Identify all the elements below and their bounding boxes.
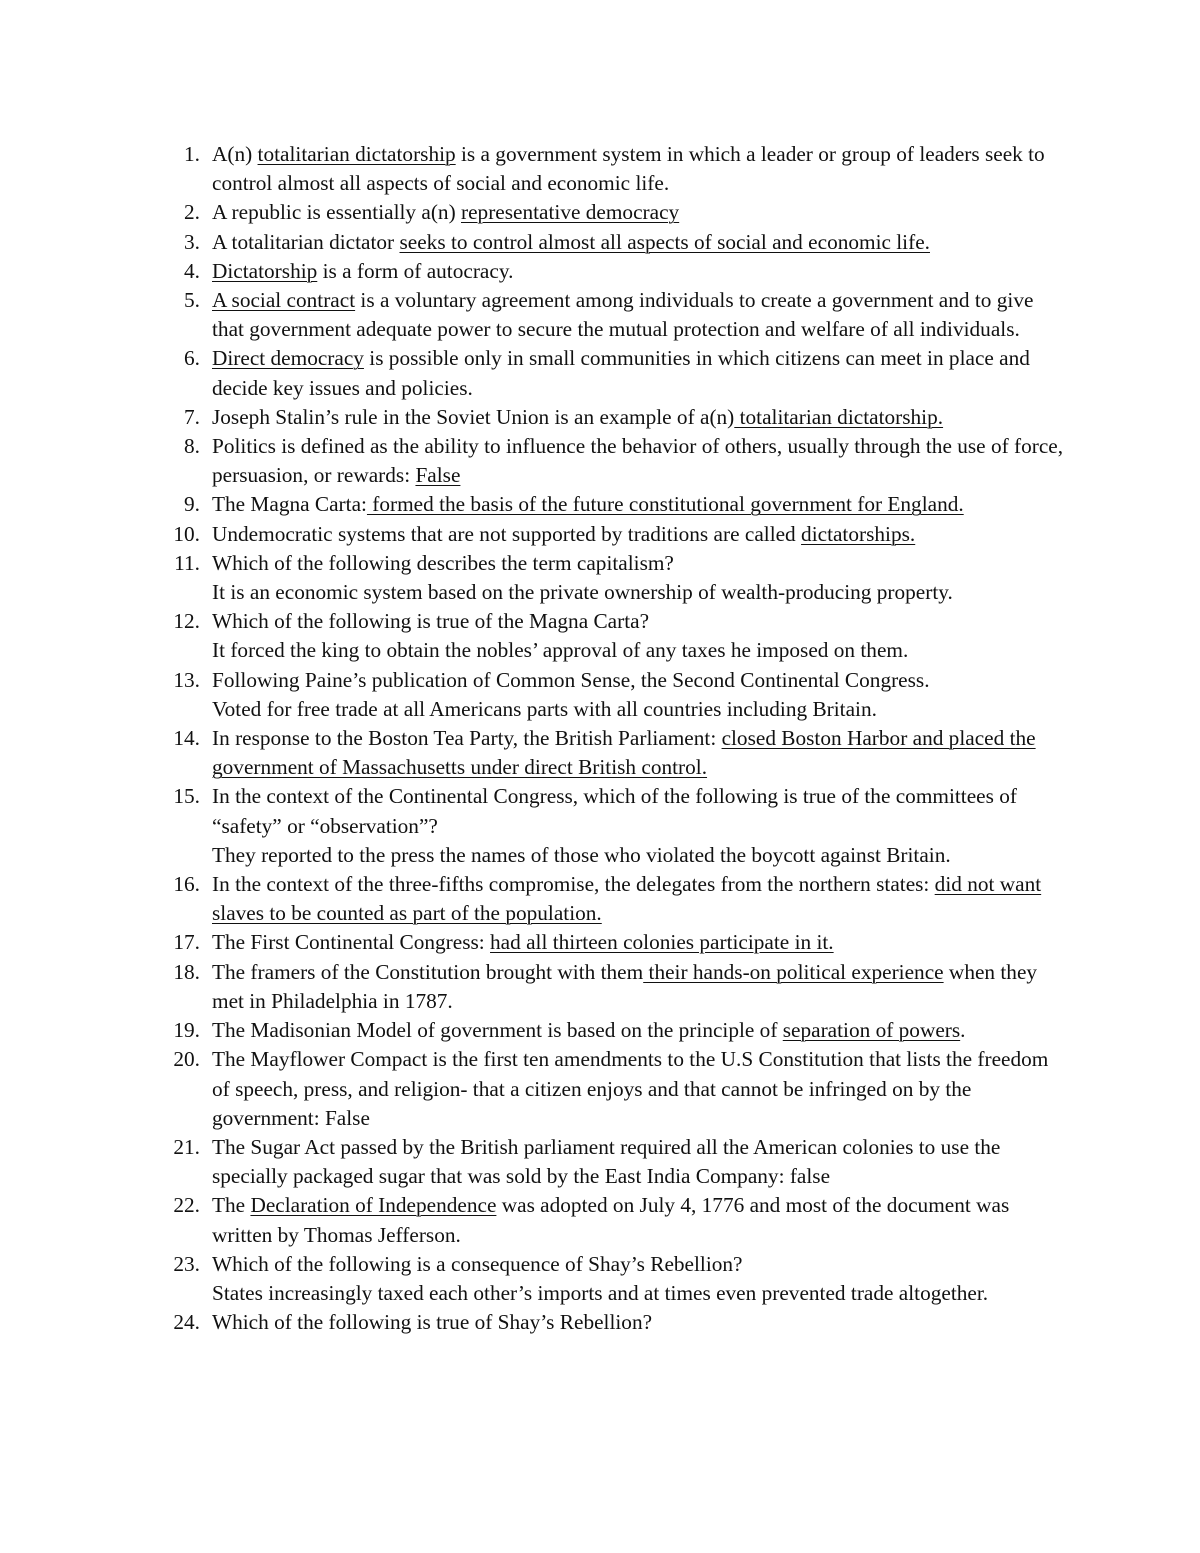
item-number: 5. xyxy=(184,288,200,313)
item-number: 19. xyxy=(173,1018,200,1043)
item-text xyxy=(212,1018,966,1042)
list-item xyxy=(160,1191,1070,1249)
underlined-answer: totalitarian dictatorship. xyxy=(734,404,944,429)
item-number: 2. xyxy=(184,200,200,225)
item-number: 11. xyxy=(174,550,200,575)
list-item xyxy=(160,1016,1070,1045)
list-item xyxy=(160,607,1070,665)
item-number: 12. xyxy=(173,609,200,634)
item-text xyxy=(212,522,915,546)
item-number: 17. xyxy=(173,930,200,955)
item-text xyxy=(212,200,679,224)
list-item xyxy=(160,140,1070,198)
text-segment: Which of the following is true of the Magna Carta? xyxy=(212,609,650,634)
text-segment: Following Paine’s publication of Common Sense, the Second Continental Congress. xyxy=(212,667,930,692)
item-number: 10. xyxy=(173,521,200,546)
item-text xyxy=(212,492,964,516)
answer-line: Voted for free trade at all Americans parts with all countries including Britain. xyxy=(212,696,877,721)
item-text xyxy=(212,259,513,283)
item-number: 7. xyxy=(184,404,200,429)
item-text xyxy=(212,434,1063,487)
item-number: 21. xyxy=(173,1134,200,1159)
item-number: 15. xyxy=(173,784,200,809)
underlined-answer: closed Boston Harbor and placed the government of Massachusetts under direct British control. xyxy=(212,726,1036,780)
underlined-answer: representative democracy xyxy=(461,200,680,225)
item-text xyxy=(212,142,1045,195)
answer-line: It is an economic system based on the private ownership of wealth-producing property. xyxy=(212,580,953,605)
item-text xyxy=(212,1252,743,1276)
list-item xyxy=(160,666,1070,724)
underlined-answer: separation of powers xyxy=(782,1018,961,1043)
text-segment: when they met in Philadelphia in 1787. xyxy=(212,959,1038,1013)
text-segment: is a voluntary agreement among individuals to create a government and to give that government adequate power to secure the mutual protection and welfare of all individuals. xyxy=(212,288,1034,342)
item-number: 23. xyxy=(173,1251,200,1276)
text-segment: A(n) xyxy=(212,142,258,166)
text-segment: In response to the Boston Tea Party, the British Parliament: xyxy=(212,726,722,751)
text-segment: The Madisonian Model of government is based on the principle of xyxy=(212,1018,783,1043)
item-number: 20. xyxy=(173,1047,200,1072)
text-segment: The Magna Carta: xyxy=(212,492,367,517)
text-segment: is a government system in which a leader or group of leaders seek to control almost all aspects of social and economic life. xyxy=(212,142,1045,196)
list-item xyxy=(160,1250,1070,1308)
item-number: 18. xyxy=(173,959,200,984)
item-text xyxy=(212,1135,1000,1188)
item-number: 9. xyxy=(184,492,200,517)
text-segment: is a form of autocracy. xyxy=(317,258,514,283)
text-segment: is possible only in small communities in which citizens can meet in place and decide key issues and policies. xyxy=(212,346,1030,400)
item-number: 4. xyxy=(184,258,200,283)
item-text xyxy=(212,872,1041,925)
underlined-answer: their hands-on political experience xyxy=(643,959,944,984)
underlined-answer: A social contract xyxy=(212,288,356,313)
list-item xyxy=(160,1308,1070,1337)
item-text xyxy=(212,1047,1048,1129)
answer-line: States increasingly taxed each other’s imports and at times even prevented trade altogether. xyxy=(212,1280,989,1305)
item-text xyxy=(212,405,943,429)
item-text xyxy=(212,288,1033,341)
text-segment: The xyxy=(212,1193,251,1218)
item-number: 13. xyxy=(173,667,200,692)
item-text xyxy=(212,1193,1009,1246)
list-item xyxy=(160,257,1070,286)
underlined-answer: False xyxy=(415,463,461,488)
underlined-answer: Dictatorship xyxy=(212,258,318,283)
underlined-answer: had all thirteen colonies participate in it. xyxy=(490,930,834,955)
item-number: 6. xyxy=(184,346,200,371)
text-segment: Joseph Stalin’s rule in the Soviet Union is an example of a(n) xyxy=(212,404,735,429)
item-number: 8. xyxy=(184,434,200,459)
underlined-answer: Declaration of Independence xyxy=(250,1193,497,1218)
item-number: 24. xyxy=(173,1310,200,1335)
text-segment: In the context of the Continental Congress, which of the following is true of the committees of “safety” or “observation”? xyxy=(212,784,1017,838)
text-segment: A totalitarian dictator xyxy=(212,229,400,254)
text-segment: . xyxy=(960,1018,966,1043)
item-number: 3. xyxy=(184,229,200,254)
text-segment: In the context of the three-fifths compromise, the delegates from the northern states: xyxy=(212,872,935,897)
item-number: 16. xyxy=(173,872,200,897)
item-text xyxy=(212,960,1037,1013)
item-number: 22. xyxy=(173,1193,200,1218)
list-item xyxy=(160,870,1070,928)
question-list xyxy=(160,140,1070,1337)
list-item xyxy=(160,490,1070,519)
underlined-answer: Direct democracy xyxy=(212,346,364,371)
item-text xyxy=(212,726,1036,779)
underlined-answer: seeks to control almost all aspects of social and economic life. xyxy=(399,229,930,254)
item-text xyxy=(212,668,930,692)
list-item xyxy=(160,344,1070,402)
list-item xyxy=(160,228,1070,257)
text-segment: Undemocratic systems that are not supported by traditions are called xyxy=(212,521,802,546)
text-segment: A republic is essentially a(n) xyxy=(212,200,461,225)
list-item xyxy=(160,958,1070,1016)
item-number: 14. xyxy=(173,726,200,751)
list-item xyxy=(160,782,1070,870)
item-text xyxy=(212,346,1030,399)
text-segment: Politics is defined as the ability to influence the behavior of others, usually through the use of force, persuasion, or rewards: xyxy=(212,434,1064,488)
underlined-answer: dictatorships. xyxy=(801,521,916,546)
underlined-answer: did not want slaves to be counted as part of the population. xyxy=(212,872,1042,926)
list-item xyxy=(160,403,1070,432)
text-segment: The First Continental Congress: xyxy=(212,930,491,955)
text-segment: Which of the following describes the term capitalism? xyxy=(212,550,674,575)
answer-line: They reported to the press the names of those who violated the boycott against Britain. xyxy=(212,842,951,867)
item-text xyxy=(212,784,1017,837)
list-item xyxy=(160,520,1070,549)
underlined-answer: formed the basis of the future constitutional government for England. xyxy=(366,492,964,517)
text-segment: The Mayflower Compact is the first ten amendments to the U.S Constitution that lists the freedom of speech, press, and religion- that a citizen enjoys and that cannot be infringed on by the government: False xyxy=(212,1047,1049,1130)
text-segment: Which of the following is a consequence of Shay’s Rebellion? xyxy=(212,1251,743,1276)
item-text xyxy=(212,230,930,254)
list-item xyxy=(160,724,1070,782)
text-segment: was adopted on July 4, 1776 and most of the document was written by Thomas Jefferson. xyxy=(212,1193,1010,1247)
list-item xyxy=(160,286,1070,344)
list-item xyxy=(160,432,1070,490)
text-segment: The Sugar Act passed by the British parliament required all the American colonies to use the specially packaged sugar that was sold by the East India Company: false xyxy=(212,1134,1001,1189)
list-item xyxy=(160,928,1070,957)
list-item xyxy=(160,549,1070,607)
list-item xyxy=(160,1045,1070,1133)
list-item xyxy=(160,1133,1070,1191)
underlined-answer: totalitarian dictatorship xyxy=(257,142,456,166)
text-segment: Which of the following is true of Shay’s Rebellion? xyxy=(212,1310,653,1335)
answer-line: It forced the king to obtain the nobles’ approval of any taxes he imposed on them. xyxy=(212,638,909,663)
list-item xyxy=(160,198,1070,227)
item-number: 1. xyxy=(184,142,200,166)
item-text xyxy=(212,1310,652,1334)
item-text xyxy=(212,609,649,633)
item-text xyxy=(212,930,834,954)
item-text xyxy=(212,551,674,575)
text-segment: The framers of the Constitution brought with them xyxy=(212,959,644,984)
